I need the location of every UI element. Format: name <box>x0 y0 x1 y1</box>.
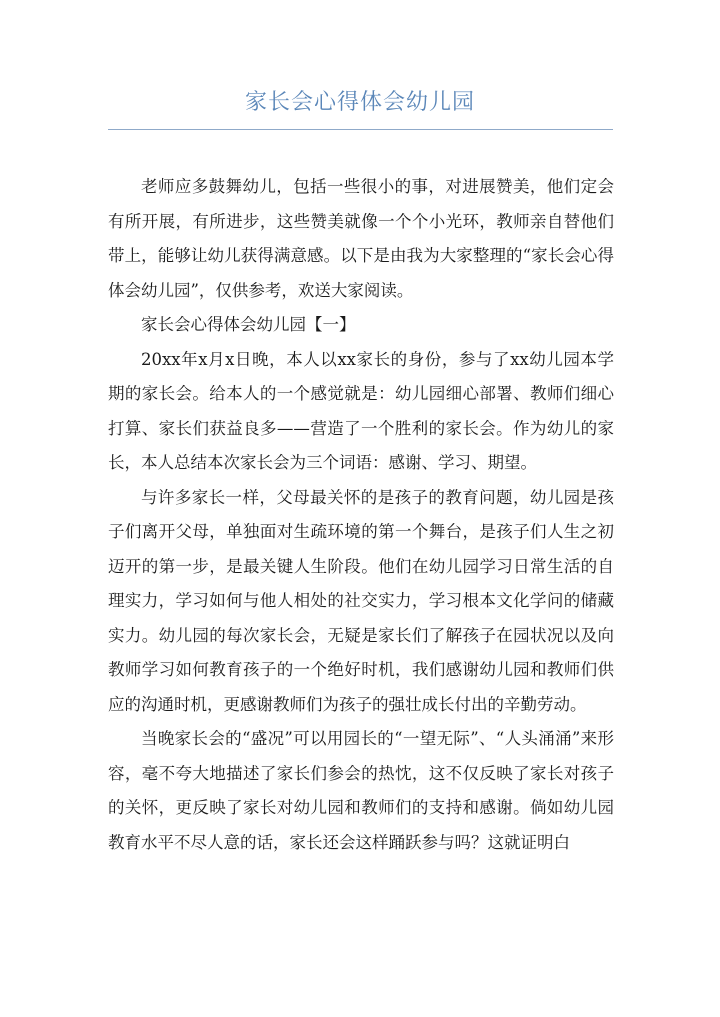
intro-paragraph: 老师应多鼓舞幼儿，包括一些很小的事，对进展赞美，他们定会有所开展，有所进步，这些赞美就像一个个小光环，教师亲自替他们带上，能够让幼儿获得满意感。以下是由我为大家整理的“家长会心得体会幼儿园”，仅供参考，欢送大家阅读。 <box>108 177 614 300</box>
section-heading: 家长会心得体会幼儿园【一】 <box>141 315 356 334</box>
body-paragraph-3: 当晚家长会的“盛况”可以用园长的“一望无际”、“人头涌涌”来形容，毫不夸大地描述了家长们参会的热忱，这不仅反映了家长对孩子的关怀，更反映了家长对幼儿园和教师们的支持和感谢。倘如幼儿园教育水平不尽人意的话，家长还会这样踊跃参与吗？这就证明白 <box>108 729 614 852</box>
body-paragraph-2: 与许多家长一样，父母最关怀的是孩子的教育问题，幼儿园是孩子们离开父母，单独面对生疏环境的第一个舞台，是孩子们人生之初迈开的第一步，是最关键人生阶段。他们在幼儿园学习日常生活的自理实力，学习如何与他人相处的社交实力，学习根本文化学问的储藏实力。幼儿园的每次家长会，无疑是家长们了解孩子在园状况以及向教师学习如何教育孩子的一个绝好时机，我们感谢幼儿园和教师们供应的沟通时机，更感谢教师们为孩子的强壮成长付出的辛勤劳动。 <box>108 487 614 714</box>
title-underline <box>108 129 613 130</box>
body-paragraph-1: 20xx年x月x日晚，本人以xx家长的身份，参与了xx幼儿园本学期的家长会。给本人的一个感觉就是：幼儿园细心部署、教师们细心打算、家长们获益良多——营造了一个胜利的家长会。作为幼儿的家长，本人总结本次家长会为三个词语：感谢、学习、期望。 <box>108 349 614 472</box>
document-title: 家长会心得体会幼儿园 <box>244 90 475 115</box>
document-body <box>108 170 614 860</box>
